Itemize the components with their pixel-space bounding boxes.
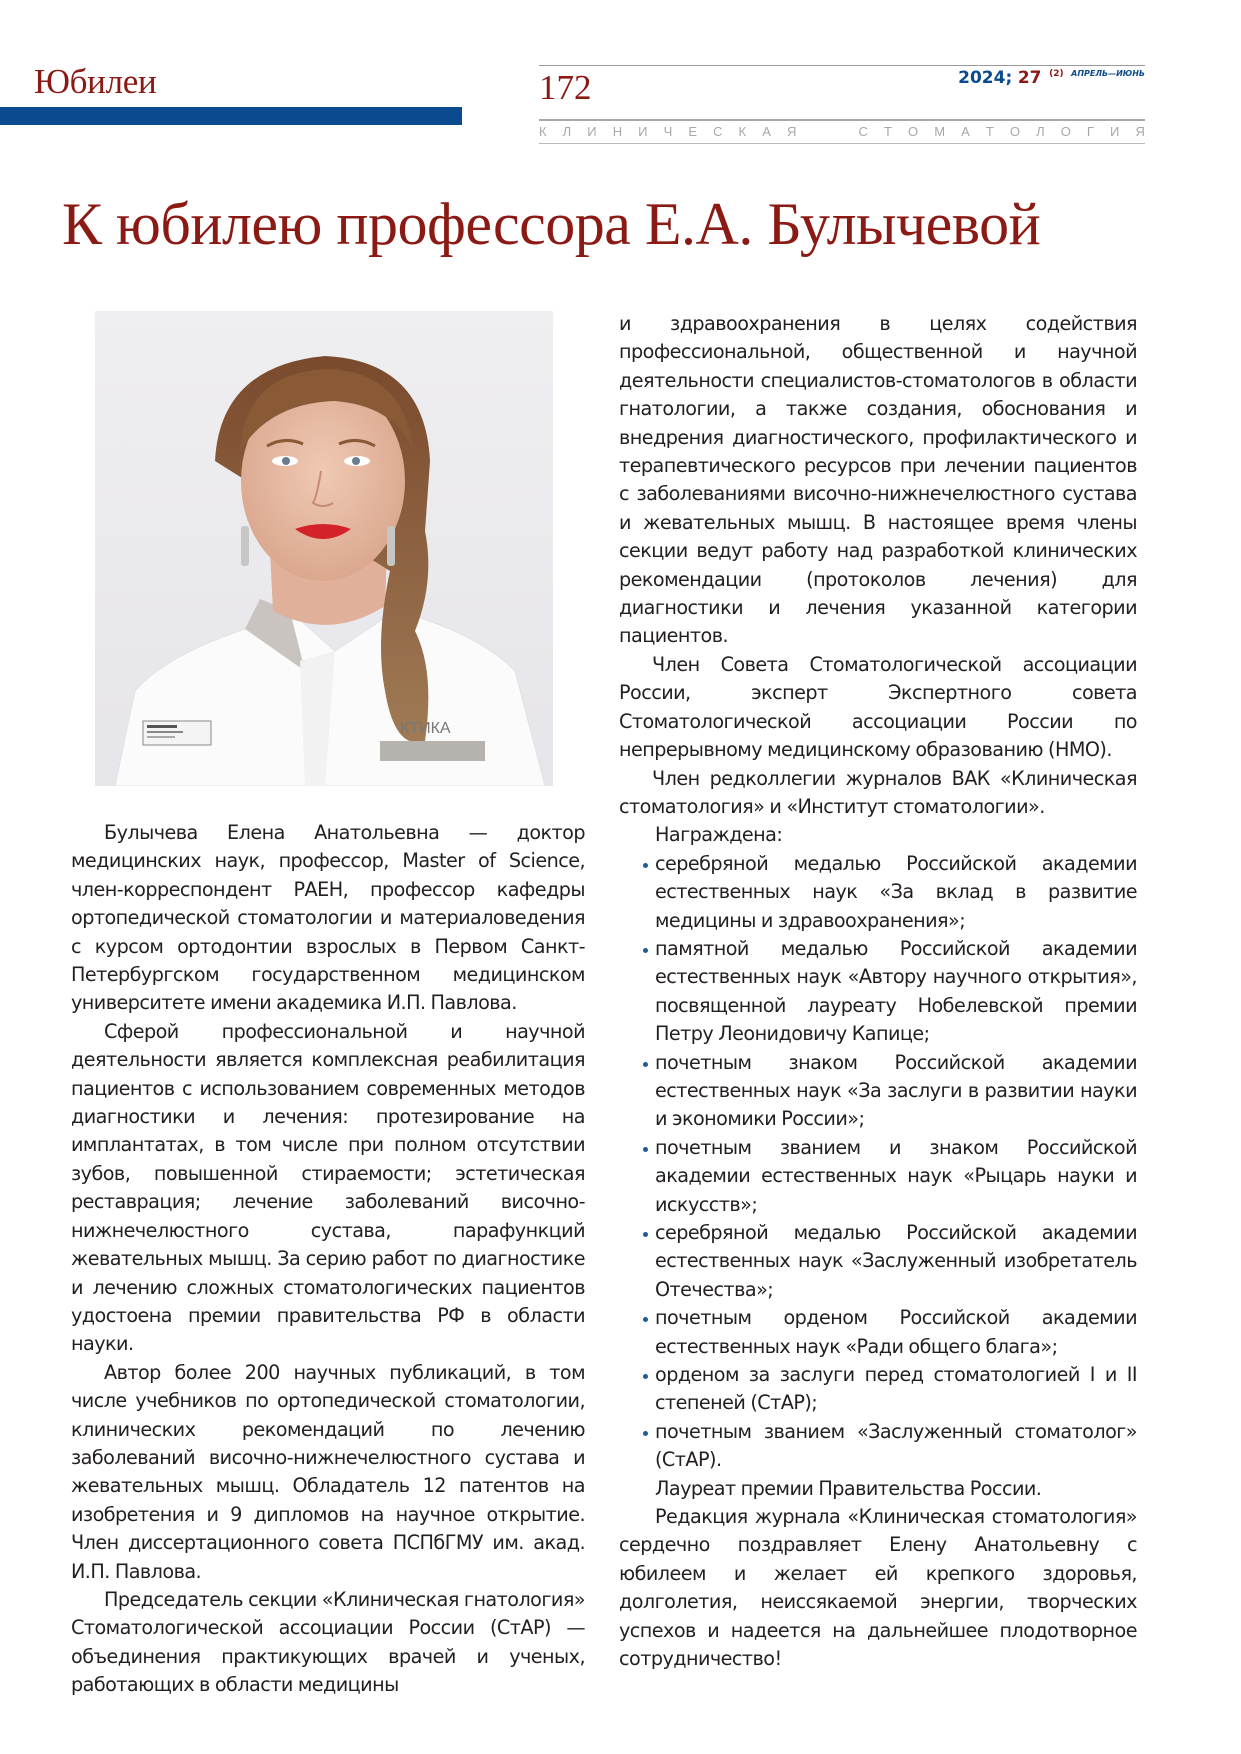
awards-list: [619, 850, 1137, 1475]
editorial-board-paragraph: Член редколлегии журналов ВАК «Клиническая стоматология» и «Институт стоматологии».: [619, 766, 1137, 818]
section-bar: [0, 107, 462, 125]
award-item: серебряной медалью Российской академии естественных наук «За вклад в развитие медицины и здравоохранения»;: [619, 850, 1137, 935]
header-bottom-rule: [539, 143, 1145, 144]
left-column: [71, 819, 585, 1700]
bullet-icon: [643, 1232, 648, 1237]
issue-info: [958, 70, 1145, 87]
section-chair-paragraph: Председатель секции «Клиническая гнатология» Стоматологической ассоциации России (СтАР) — объединения практикующих врачей и ученых, работающих в области медицины: [71, 1587, 585, 1697]
bullet-icon: [643, 1062, 648, 1067]
journal-name: К Л И Н И Ч Е С К А Я С Т О М А Т О Л О Г И Я: [539, 124, 1145, 139]
section-label: Юбилеи: [34, 62, 157, 101]
issue-year: 2024;: [958, 68, 1013, 88]
award-item: почетным знаком Российской академии естественных наук «За заслуги в развитии науки и экономики России»;: [619, 1049, 1137, 1134]
portrait-photo: [95, 311, 553, 786]
publications-paragraph: Автор более 200 научных публикаций, в том числе учебников по ортопедической стоматологии, клинических рекомендаций по лечению заболеваний височно-нижнечелюстного сустава и жевательных мышц. Обладатель 12 патентов на изобретения и 9 дипломов на научное открытие. Член диссертационного совета ПСПбГМУ им. акад. И.П. Павлова.: [71, 1360, 585, 1583]
award-item: серебряной медалью Российской академии естественных наук «Заслуженный изобретатель Отечества»;: [619, 1219, 1137, 1304]
award-item: почетным орденом Российской академии естественных наук «Ради общего блага»;: [619, 1304, 1137, 1361]
continuation-paragraph: и здравоохранения в целях содействия профессиональной, общественной и научной деятельности специалистов-стоматологов в области гнатологии, а также создания, обоснования и внедрения диагностического, профилактического и терапевтического ресурсов при лечении пациентов с заболеваниями височно-нижнечелюстного сустава и жевательных мышц. В настоящее время члены секции ведут работу над разработкой клинических рекомендации (протоколов лечения) для диагностики и лечения указанной категории пациентов.: [619, 312, 1137, 648]
award-item: памятной медалью Российской академии естественных наук «Автору научного открытия», посвященной лауреату Нобелевской премии Петру Леонидовичу Капице;: [619, 935, 1137, 1049]
laureate-paragraph: Лауреат премии Правительства России.: [655, 1476, 1042, 1500]
right-column: [619, 310, 1137, 1674]
award-item: почетным званием и знаком Российской академии естественных наук «Рыцарь науки и искусств»;: [619, 1134, 1137, 1219]
bullet-icon: [643, 1317, 648, 1322]
bullet-icon: [643, 1374, 648, 1379]
council-paragraph: Член Совета Стоматологической ассоциации России, эксперт Экспертного совета Стоматологической ассоциации России по непрерывному медицинскому образованию (НМО).: [619, 652, 1137, 762]
expertise-paragraph: Сферой профессиональной и научной деятельности является комплексная реабилитация пациентов с использованием современных методов диагностики и лечения: протезирование на имплантатах, в том числе при полном отсутствии зубов, повышенной стираемости; эстетическая реставрация; лечение заболеваний височно-нижнечелюстного сустава, парафункций жевательных мышц. За серию работ по диагностике и лечению сложных стоматологических пациентов удостоена премии правительства РФ в области науки.: [71, 1019, 585, 1356]
bullet-icon: [643, 1431, 648, 1436]
issue-period: АПРЕЛЬ—ИЮНЬ: [1071, 69, 1145, 78]
header-mid-rule: [539, 119, 1145, 121]
bio-paragraph: Булычева Елена Анатольевна — доктор медицинских наук, профессор, Master of Science, член-корреспондент РАЕН, профессор кафедры ортопедической стоматологии и материаловедения с курсом ортодонтии взрослых в Первом Санкт-Петербургском государственном медицинском университете имени академика И.П. Павлова.: [71, 821, 585, 1015]
award-item: почетным званием «Заслуженный стоматолог» (СтАР).: [619, 1418, 1137, 1475]
header-top-rule: [539, 65, 1145, 66]
article-title: К юбилею профессора Е.А. Булычевой: [62, 191, 1041, 257]
bullet-icon: [643, 1147, 648, 1152]
awards-intro: Награждена:: [655, 823, 783, 847]
issue-number: (2): [1049, 69, 1064, 79]
svg-text:КТИКА: КТИКА: [400, 720, 451, 737]
award-item: орденом за заслуги перед стоматологией I и II степеней (СтАР);: [619, 1361, 1137, 1418]
bullet-icon: [643, 948, 648, 953]
closing-paragraph: Редакция журнала «Клиническая стоматология» сердечно поздравляет Елену Анатольевну с юбилеем и желает ей крепкого здоровья, долголетия, неиссякаемой энергии, творческих успехов и надеется на дальнейшее плодотворное сотрудничество!: [619, 1505, 1137, 1671]
page-number: 172: [539, 68, 592, 107]
issue-volume: 27: [1017, 68, 1042, 88]
bullet-icon: [643, 863, 648, 868]
portrait-image: [95, 311, 553, 786]
